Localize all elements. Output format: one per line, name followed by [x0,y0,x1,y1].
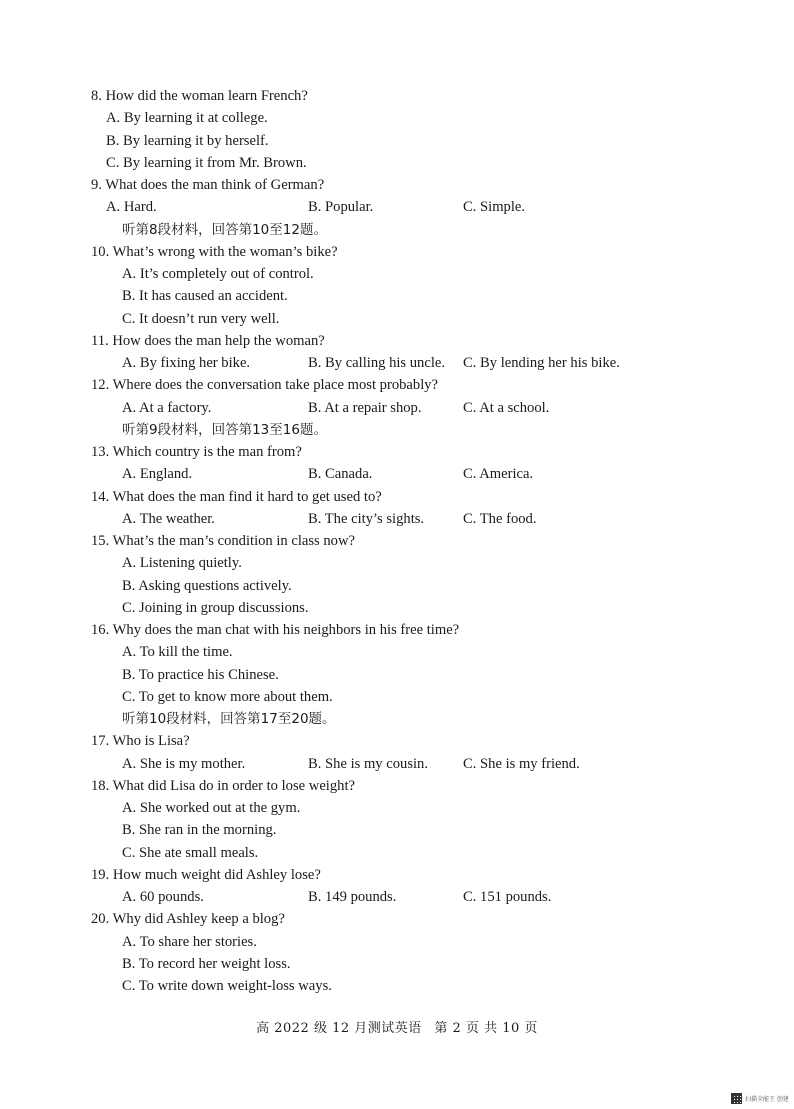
question-9-options [106,196,666,218]
question-15-option-c: C. Joining in group discussions. [122,599,309,616]
question-12-options [122,397,682,419]
question-10-option-c: C. It doesn’t run very well. [122,310,280,327]
question-9-option-a: A. Hard. [106,199,157,216]
question-13-option-a: A. England. [122,466,193,483]
question-17-option-a: A. She is my mother. [122,755,246,772]
question-13-options [122,463,682,485]
question-15-stem: 15. What’s the man’s condition in class now? [91,533,355,549]
question-15-option-a: A. Listening quietly. [122,555,242,572]
question-15-option-b: B. Asking questions actively. [122,577,292,594]
question-8-option-b: B. By learning it by herself. [106,132,269,149]
question-18-option-a: A. She worked out at the gym. [122,800,301,816]
question-10-option-a: A. It’s completely out of control. [122,266,314,282]
question-20-stem: 20. Why did Ashley keep a blog? [91,911,285,928]
question-12-option-a: A. At a factory. [122,399,212,416]
question-17-options [122,753,682,775]
question-18-stem: 18. What did Lisa do in order to lose weight? [91,777,355,794]
question-14-option-c: C. The food. [463,510,537,527]
qr-code-icon [731,1093,742,1104]
question-10-stem: 10. What’s wrong with the woman’s bike? [91,243,338,260]
question-16-option-b: B. To practice his Chinese. [122,666,279,683]
section-instruction: 听第10段材料，回答第17至20题。 [122,711,336,727]
question-19-option-b: B. 149 pounds. [308,889,397,905]
question-18-option-b: B. She ran in the morning. [122,822,277,839]
question-12-option-c: C. At a school. [463,399,550,416]
question-14-option-b: B. The city’s sights. [308,510,425,527]
question-14-option-a: A. The weather. [122,510,215,527]
question-14-stem: 14. What does the man find it hard to get used to? [91,488,382,505]
question-9-stem: 9. What does the man think of German? [91,177,325,193]
question-16-option-a: A. To kill the time. [122,644,233,661]
question-20-option-b: B. To record her weight loss. [122,955,291,972]
question-13-stem: 13. Which country is the man from? [91,444,302,460]
footer-exam-title: 高 2022 级 12 月测试英语 [256,1021,422,1036]
question-10-option-b: B. It has caused an accident. [122,288,288,305]
question-20-option-c: C. To write down weight-loss ways. [122,978,332,994]
question-13-option-b: B. Canada. [308,466,373,483]
question-11-option-c: C. By lending her his bike. [463,355,620,371]
question-19-option-a: A. 60 pounds. [122,889,204,905]
question-11-option-b: B. By calling his uncle. [308,355,446,371]
question-18-option-c: C. She ate small meals. [122,844,259,861]
question-8-option-a: A. By learning it at college. [106,110,268,127]
scanner-watermark [731,1093,789,1103]
question-12-option-b: B. At a repair shop. [308,399,422,416]
question-17-option-c: C. She is my friend. [463,755,580,772]
question-9-option-c: C. Simple. [463,199,526,216]
question-14-options [122,508,682,530]
question-12-stem: 12. Where does the conversation take place most probably? [91,377,439,394]
question-20-option-a: A. To share her stories. [122,933,257,950]
question-11-option-a: A. By fixing her bike. [122,355,251,371]
question-11-stem: 11. How does the man help the woman? [91,332,325,349]
page-footer [0,1020,794,1038]
question-11-options [122,352,682,374]
question-8-stem: 8. How did the woman learn French? [91,88,308,104]
scanner-watermark-text: 扫描全能王 创建 [745,1095,789,1103]
section-instruction: 听第9段材料，回答第13至16题。 [122,421,327,438]
question-9-option-b: B. Popular. [308,199,374,216]
footer-page-number: 第 2 页 共 10 页 [434,1021,538,1036]
question-16-option-c: C. To get to know more about them. [122,688,333,705]
question-16-stem: 16. Why does the man chat with his neighbors in his free time? [91,622,460,638]
question-19-options [122,886,682,908]
question-13-option-c: C. America. [463,466,534,483]
question-17-stem: 17. Who is Lisa? [91,733,190,750]
section-instruction: 听第8段材料，回答第10至12题。 [122,221,327,238]
question-19-option-c: C. 151 pounds. [463,889,552,905]
question-17-option-b: B. She is my cousin. [308,755,428,772]
question-8-option-c: C. By learning it from Mr. Brown. [106,154,307,171]
question-19-stem: 19. How much weight did Ashley lose? [91,866,321,883]
